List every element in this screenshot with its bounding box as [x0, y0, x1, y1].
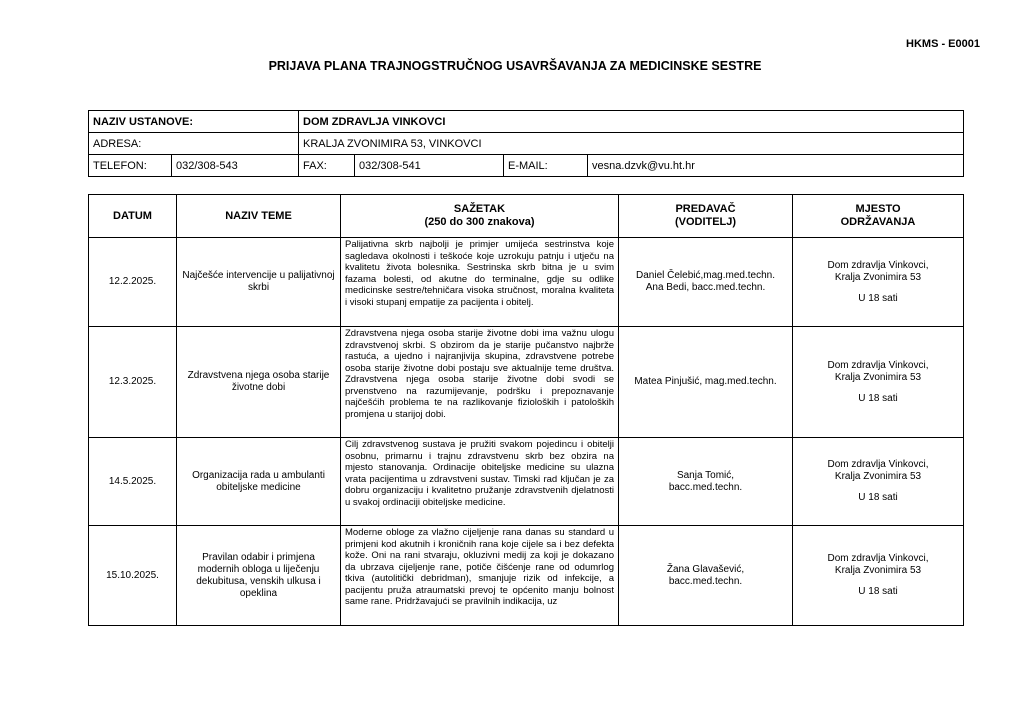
phone-label: TELEFON:	[89, 155, 172, 177]
document-title: PRIJAVA PLANA TRAJNOGSTRUČNOG USAVRŠAVANJA ZA MEDICINSKE SESTRE	[268, 59, 762, 73]
row-topic: Najčešće intervencije u palijativnoj skrbi	[177, 238, 341, 327]
row-topic: Pravilan odabir i primjena modernih obloga u liječenju dekubitusa, venskih ulkusa i opeklina	[177, 526, 341, 626]
row-venue-time: U 18 sati	[858, 392, 898, 404]
row-lecturer-line-2: bacc.med.techn.	[668, 481, 743, 493]
phone-value: 032/308-543	[172, 155, 299, 177]
row-lecturer	[619, 238, 793, 327]
row-venue	[793, 238, 964, 327]
row-venue-time: U 18 sati	[858, 586, 898, 597]
row-lecturer-line-1: Matea Pinjušić, mag.med.techn.	[634, 376, 777, 387]
row-summary	[341, 327, 619, 438]
institution-info-table	[88, 110, 964, 177]
plan-row	[89, 327, 964, 438]
fax-value: 032/308-541	[355, 155, 504, 177]
row-venue-line-1: Dom zdravlja Vinkovci,	[827, 553, 929, 564]
row-venue-line-2: Kralja Zvonimira 53	[834, 565, 922, 576]
row-lecturer	[619, 526, 793, 626]
plan-row	[89, 526, 964, 626]
row-lecturer-line-2: bacc.med.techn.	[668, 575, 743, 587]
header-venue-line-2: ODRŽAVANJA	[840, 216, 916, 228]
address-label: ADRESA:	[89, 133, 299, 155]
row-venue-line-1: Dom zdravlja Vinkovci,	[827, 259, 929, 271]
row-summary	[341, 526, 619, 626]
row-date: 12.3.2025.	[89, 327, 177, 438]
header-venue	[793, 195, 964, 238]
row-date: 12.2.2025.	[89, 238, 177, 327]
row-summary-text: Zdravstvena njega osoba starije životne dobi ima važnu ulogu zdravstvenoj skrbi. S obzirom da je starije pučanstvo najbrže rastuća, a ujedno i najranjivija skupina, zdravstvene potrebe osoba starije životne dobi postaju sve aktualnije teme društva. Zdravstvena njega osoba starije životne dobi svodi se prvenstveno na razumijevanje, podršku i prepoznavanje najčešćih problema te na razlikovanje fizioloških i patoloških promjena u starijoj dobi.	[345, 328, 614, 420]
header-lecturer	[619, 195, 793, 238]
row-summary-text: Cilj zdravstvenog sustava je pružiti svakom pojedincu i obitelji osobnu, primarnu i trajnu zdravstvenu skrb bez obzira na mjesto stanovanja. Ordinacije obiteljske medicine su ulazna vrata pacijentima u zdravstveni sustav. Timski rad ključan je za dobru organizaciju i kvalitetno pružanje zdravstvenih djelatnosti u svakoj ordinaciji obiteljske medicine.	[345, 439, 614, 508]
header-date: DATUM	[89, 195, 177, 238]
email-label: E-MAIL:	[504, 155, 588, 177]
row-date: 14.5.2025.	[89, 438, 177, 526]
education-plan-table	[88, 194, 964, 626]
row-lecturer-line-1: Daniel Čelebić,mag.med.techn.	[636, 270, 775, 281]
row-venue-time: U 18 sati	[858, 492, 898, 503]
row-lecturer	[619, 327, 793, 438]
row-venue	[793, 438, 964, 526]
row-lecturer-line-1: Sanja Tomić,	[676, 469, 735, 481]
header-summary	[341, 195, 619, 238]
plan-row	[89, 238, 964, 327]
row-summary-text: Palijativna skrb najbolji je primjer umijeća sestrinstva koje sagledava okolnosti i teškoće koje uzrokuju patnju i utječu na kvalitetu života bolesnika. Sestrinska skrb bitna je u svim fazama bolesti, od akutne do terminalne, gdje su odlike medicinske sestre/tehničara visoka stručnost, moralna kvaliteta i visoki stupanj empatije za pacijenta i obitelj.	[345, 239, 614, 308]
header-lecturer-line-2: (VODITELJ)	[674, 216, 737, 228]
institution-name-label: NAZIV USTANOVE:	[89, 111, 299, 133]
row-venue	[793, 526, 964, 626]
row-venue-line-2: Kralja Zvonimira 53	[834, 271, 922, 283]
row-venue-line-2: Kralja Zvonimira 53	[834, 371, 922, 383]
form-code: HKMS - E0001	[906, 38, 980, 50]
row-venue	[793, 327, 964, 438]
address-value: KRALJA ZVONIMIRA 53, VINKOVCI	[299, 133, 964, 155]
institution-address-row	[89, 133, 964, 155]
header-summary-title: SAŽETAK	[453, 203, 506, 215]
header-summary-note: (250 do 300 znakova)	[424, 216, 535, 228]
email-value: vesna.dzvk@vu.ht.hr	[588, 155, 964, 177]
fax-label: FAX:	[299, 155, 355, 177]
row-venue-line-2: Kralja Zvonimira 53	[834, 471, 922, 482]
plan-row	[89, 438, 964, 526]
institution-name-row	[89, 111, 964, 133]
row-lecturer	[619, 438, 793, 526]
header-venue-line-1: MJESTO	[855, 203, 901, 215]
row-lecturer-line-2: Ana Bedi, bacc.med.techn.	[645, 282, 766, 293]
row-summary	[341, 438, 619, 526]
institution-name: DOM ZDRAVLJA VINKOVCI	[299, 111, 964, 133]
row-lecturer-line-1: Žana Glavašević,	[666, 563, 745, 575]
row-topic: Zdravstvena njega osoba starije životne dobi	[177, 327, 341, 438]
row-topic: Organizacija rada u ambulanti obiteljske medicine	[177, 438, 341, 526]
row-summary-text: Moderne obloge za vlažno cijeljenje rana danas su standard u primjeni kod akutnih i kroničnih rana koje cijele sa i bez defekta kože. Oni na rani stvaraju, okluzivni medij za koji je dokazano da ubrzava cijeljenje rane, potiče čišćenje rane od odumrlog tkiva (autolitički debridman), smanjuje rizik od infekcije, a pacijentu pruža atraumatski prevoj te općenito manju bolnost same rane. Pridržavajući se pravilnih indikacija, uz	[345, 527, 614, 607]
header-topic: NAZIV TEME	[177, 195, 341, 238]
row-venue-line-1: Dom zdravlja Vinkovci,	[827, 359, 929, 371]
header-lecturer-line-1: PREDAVAČ	[675, 203, 736, 215]
row-date: 15.10.2025.	[89, 526, 177, 626]
institution-contact-row	[89, 155, 964, 177]
plan-table-header	[89, 195, 964, 238]
row-venue-line-1: Dom zdravlja Vinkovci,	[827, 459, 929, 470]
row-venue-time: U 18 sati	[858, 292, 898, 304]
row-summary	[341, 238, 619, 327]
